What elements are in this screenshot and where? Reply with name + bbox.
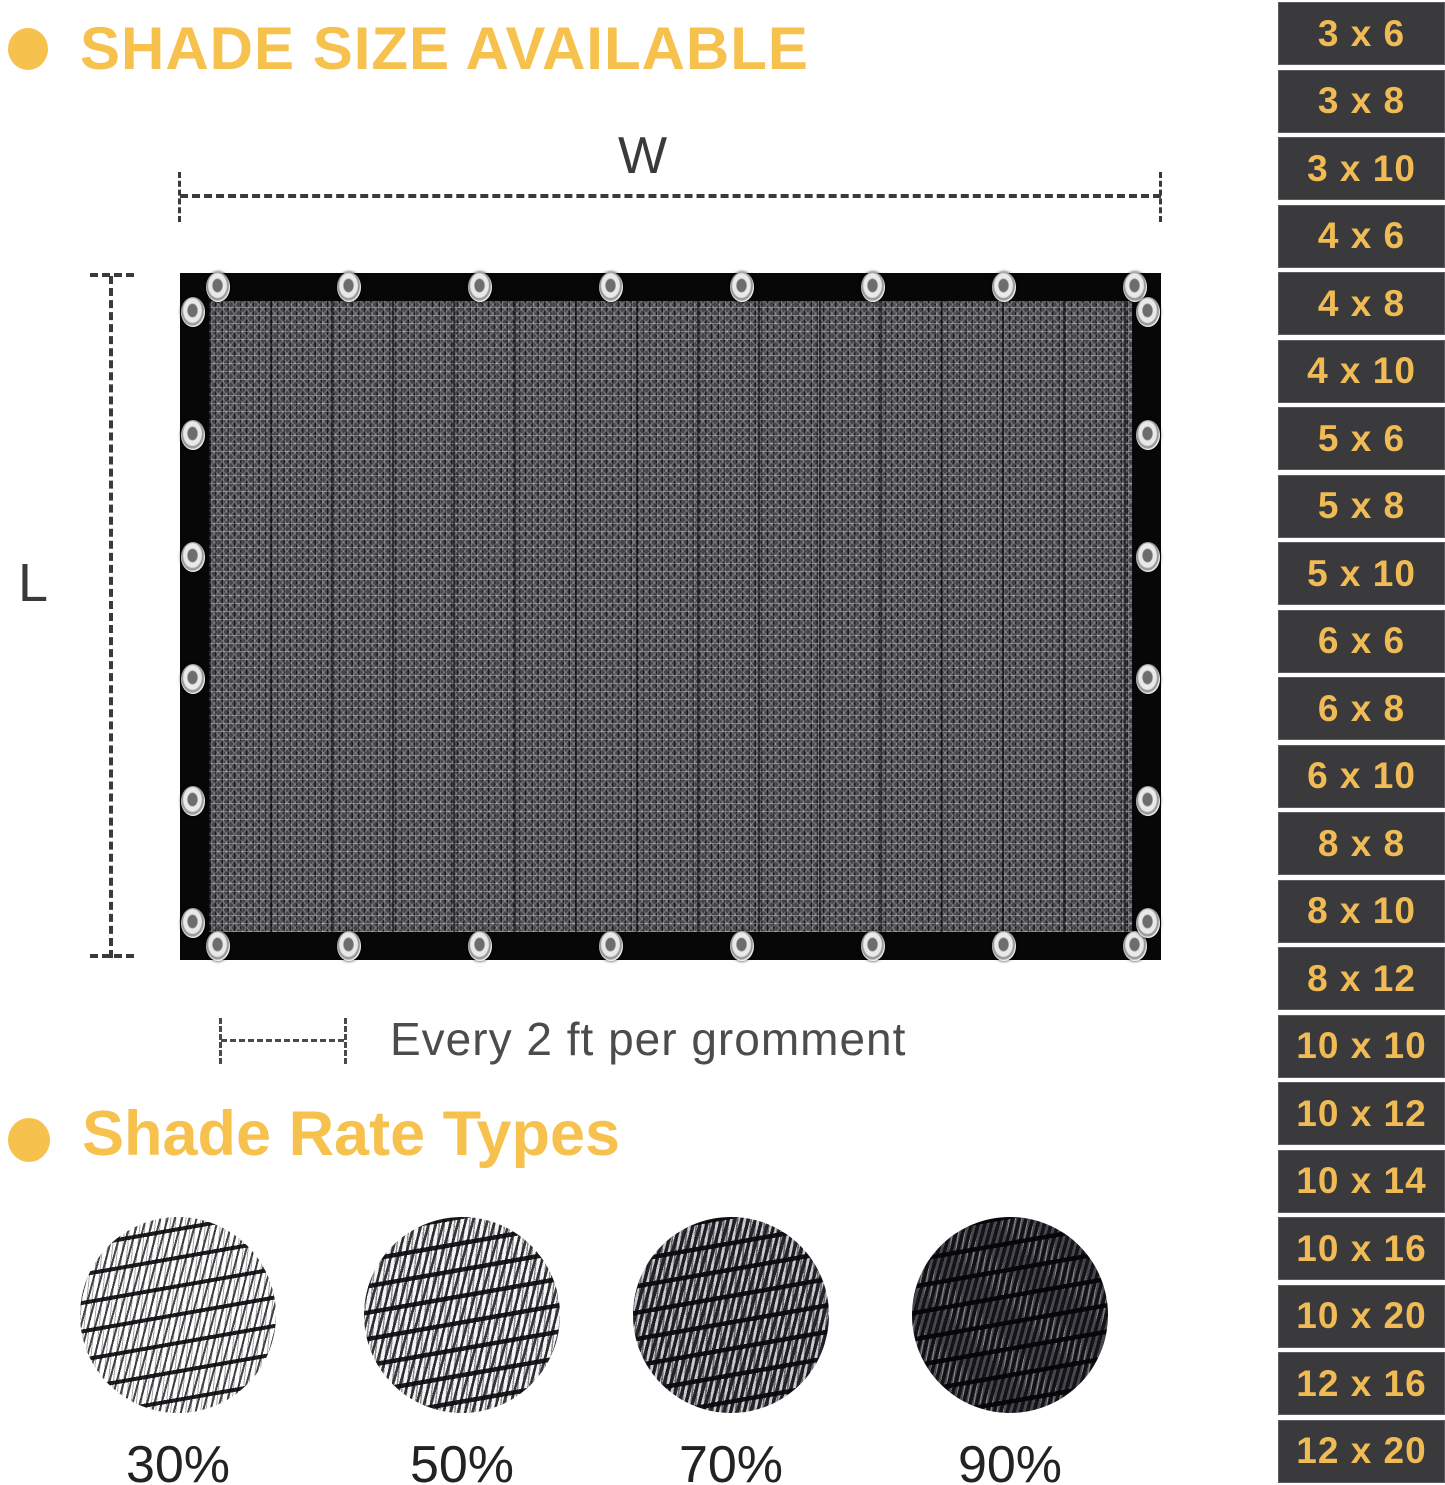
size-option: 10 x 20 (1278, 1285, 1445, 1348)
shade-rate-label: 90% (957, 1436, 1063, 1485)
shade-rate-item (80, 1217, 276, 1485)
grommet-icon (181, 786, 205, 816)
size-option: 3 x 6 (1278, 2, 1445, 65)
section-title-sizes: SHADE SIZE AVAILABLE (80, 15, 809, 82)
size-option: 8 x 12 (1278, 947, 1445, 1010)
size-option: 12 x 16 (1278, 1352, 1445, 1415)
shade-sample-90 (912, 1217, 1108, 1413)
bullet-icon (8, 1118, 50, 1162)
spacing-tick-right (344, 1018, 347, 1064)
size-option: 5 x 8 (1278, 475, 1445, 538)
grommet-icon (181, 664, 205, 694)
length-dimension-tick-bottom (90, 954, 134, 958)
shade-net-mesh (209, 301, 1132, 932)
grommet-icon (1136, 786, 1160, 816)
size-option: 10 x 16 (1278, 1217, 1445, 1280)
bullet-icon (8, 28, 48, 70)
size-option-list (1278, 2, 1445, 1485)
length-dimension-line (109, 276, 113, 958)
grommet-icon (181, 542, 205, 572)
section-title-shade-rates: Shade Rate Types (82, 1099, 621, 1169)
grommet-icon (181, 297, 205, 327)
grommet-icon (599, 931, 623, 961)
size-option: 4 x 6 (1278, 205, 1445, 268)
size-option: 5 x 6 (1278, 407, 1445, 470)
size-option: 6 x 10 (1278, 745, 1445, 808)
shade-rate-label: 70% (678, 1436, 784, 1485)
grommet-icon (468, 931, 492, 961)
grommet-icon (861, 272, 885, 302)
grommet-icon (206, 272, 230, 302)
grommet-icon (861, 931, 885, 961)
grommet-spacing-note: Every 2 ft per gromment (390, 1013, 907, 1065)
size-option: 3 x 8 (1278, 70, 1445, 133)
shade-sample-30 (80, 1217, 276, 1413)
grommet-icon (1136, 908, 1160, 938)
grommet-icon (181, 420, 205, 450)
shade-rate-label: 30% (125, 1436, 231, 1485)
size-option: 10 x 10 (1278, 1015, 1445, 1078)
shade-rate-item (364, 1217, 560, 1485)
size-option: 6 x 8 (1278, 677, 1445, 740)
grommet-icon (206, 931, 230, 961)
shade-rate-item (633, 1217, 829, 1485)
shade-sample-70 (633, 1217, 829, 1413)
width-dimension-tick-left (178, 172, 181, 222)
size-option: 10 x 12 (1278, 1082, 1445, 1145)
width-dimension-tick-right (1159, 172, 1162, 222)
grommet-icon (181, 908, 205, 938)
size-option: 4 x 10 (1278, 340, 1445, 403)
size-option: 8 x 10 (1278, 880, 1445, 943)
size-option: 8 x 8 (1278, 812, 1445, 875)
width-dimension-label: W (618, 127, 668, 185)
grommet-icon (730, 272, 754, 302)
length-dimension-tick-top (90, 273, 134, 277)
grommet-icon (337, 272, 361, 302)
width-dimension-line (180, 194, 1161, 198)
size-option: 12 x 20 (1278, 1420, 1445, 1483)
shade-rate-label: 50% (409, 1436, 515, 1485)
grommet-icon (730, 931, 754, 961)
length-dimension-label: L (18, 553, 49, 613)
shade-sample-50 (364, 1217, 560, 1413)
grommet-icon (1136, 664, 1160, 694)
grommet-icon (992, 272, 1016, 302)
grommet-icon (1136, 420, 1160, 450)
grommet-icon (599, 272, 623, 302)
grommet-icon (992, 931, 1016, 961)
spacing-dimension-line (221, 1039, 344, 1042)
grommet-icon (1136, 297, 1160, 327)
size-option: 3 x 10 (1278, 137, 1445, 200)
shade-rate-item (912, 1217, 1108, 1485)
size-option: 4 x 8 (1278, 272, 1445, 335)
grommet-icon (468, 272, 492, 302)
size-option: 6 x 6 (1278, 610, 1445, 673)
size-option: 5 x 10 (1278, 542, 1445, 605)
shade-net-illustration (180, 273, 1161, 960)
grommet-icon (1136, 542, 1160, 572)
grommet-icon (337, 931, 361, 961)
size-option: 10 x 14 (1278, 1150, 1445, 1213)
